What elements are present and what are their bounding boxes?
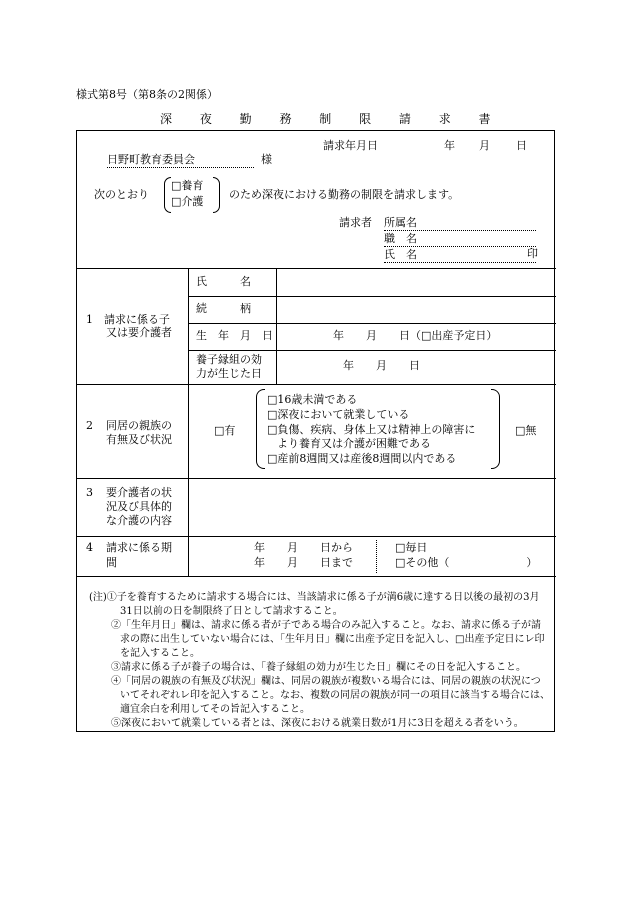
section1-label-line1: 1 請求に係る子: [86, 313, 170, 326]
request-date-month: 月: [479, 139, 490, 152]
condition-night-work[interactable]: □深夜において就業している: [267, 408, 410, 421]
row-adoption-label-line1: 養子縁組の効: [196, 353, 262, 366]
row-name-label: 氏 名: [196, 275, 251, 288]
condition-disability[interactable]: □負傷、疾病、身体上又は精神上の障害に: [267, 423, 476, 436]
form-box: [76, 130, 555, 732]
condition-under-16[interactable]: □16歳未満である: [267, 393, 358, 406]
row-relation-label: 続 柄: [196, 302, 251, 315]
request-date-day: 日: [516, 139, 527, 152]
note-line: ⑤深夜において就業している者とは、深夜における就業日数が1月に3日を超える者をいう。: [111, 718, 524, 729]
requester-label: 請求者: [339, 216, 372, 229]
row-birth-label: 生 年 月 日: [196, 329, 273, 342]
note-line: ④「同居の親族の有無及び状況」欄は、同居の親族が複数いる場合には、同居の親族の状況につ: [111, 676, 541, 687]
note-line: 求の際に出生していない場合には、「生年月日」欄に出産予定日を記入し、□出産予定日にレ印: [120, 634, 545, 645]
section3-label-line2: 況及び具体的: [106, 500, 172, 513]
note-line: 適宜余白を利用してその旨記入すること。: [120, 704, 310, 715]
relation-field[interactable]: [277, 297, 556, 323]
cohabiting-yes-checkbox[interactable]: □有: [214, 424, 236, 437]
conditions-bracket-left: [256, 389, 265, 469]
condition-pregnancy[interactable]: □産前8週間又は産後8週間以内である: [267, 452, 457, 465]
addressee: 日野町教育委員会: [107, 153, 254, 168]
purpose-prefix: 次のとおり: [94, 188, 149, 201]
note-line: ②「生年月日」欄は、請求に係る者が子である場合のみ記入すること。なお、請求に係る子が請: [111, 620, 541, 631]
section2-label-line2: 有無及び状況: [106, 433, 172, 446]
cohabiting-no-checkbox[interactable]: □無: [515, 424, 537, 437]
other-checkbox[interactable]: □その他（ ）: [395, 556, 538, 569]
request-date-year: 年: [444, 139, 455, 152]
section3-label-line3: な介護の内容: [106, 514, 172, 527]
section2-number: 2: [86, 419, 93, 432]
daily-checkbox[interactable]: □毎日: [395, 541, 428, 554]
note-line: いてそれぞれレ印を記入すること。なお、複数の同居の親族が同一の項目に該当する場合には、: [120, 690, 550, 701]
purpose-bracket-right: [213, 177, 220, 213]
nursing-details-field[interactable]: [189, 479, 556, 536]
period-to[interactable]: 年 月 日まで: [254, 556, 353, 569]
condition-disability-cont: より養育又は介護が困難である: [277, 437, 431, 450]
section4-number: 4: [86, 541, 93, 554]
seal-mark: 印: [527, 247, 538, 260]
section3-label-line1: 要介護者の状: [106, 486, 172, 499]
form-number: 様式第8号（第8条の2関係）: [76, 88, 218, 101]
birth-date-value[interactable]: 年 月 日（□出産予定日）: [333, 329, 498, 342]
name-label: 氏 名: [384, 248, 536, 263]
section4-label-line1: 請求に係る期: [106, 541, 172, 554]
note-line: 31日以前の日を制限終了日として請求すること。: [120, 606, 343, 617]
position-label: 職 名: [384, 232, 536, 247]
addressee-suffix: 様: [261, 153, 272, 166]
affiliation-label: 所属名: [384, 216, 536, 231]
purpose-suffix: のため深夜における勤務の制限を請求します。: [229, 188, 460, 201]
child-name-field[interactable]: [277, 269, 556, 296]
section1-label-line2: 又は要介護者: [106, 326, 172, 339]
section4-label-line2: 間: [106, 556, 117, 569]
note-line: を記入すること。: [120, 648, 200, 659]
purpose-option-nursing[interactable]: □介護: [171, 195, 204, 208]
purpose-option-childcare[interactable]: □養育: [171, 179, 204, 192]
conditions-bracket-right: [491, 389, 500, 469]
adoption-date-value[interactable]: 年 月 日: [343, 359, 420, 372]
row-adoption-label-line2: 力が生じた日: [196, 367, 262, 380]
request-date-label: 請求年月日: [323, 139, 378, 152]
purpose-bracket-left: [164, 177, 171, 213]
document-title: 深 夜 勤 務 制 限 請 求 書: [160, 112, 503, 126]
note-line: ③請求に係る子が養子の場合は、「養子縁組の効力が生じた日」欄にその日を記入すること。: [111, 662, 526, 673]
period-from[interactable]: 年 月 日から: [254, 541, 353, 554]
note-line: (注)①子を養育するために請求する場合には、当該請求に係る子が満6歳に達する日以後の最初の3月: [89, 592, 540, 603]
section3-number: 3: [86, 486, 93, 499]
section2-label-line1: 同居の親族の: [106, 419, 172, 432]
